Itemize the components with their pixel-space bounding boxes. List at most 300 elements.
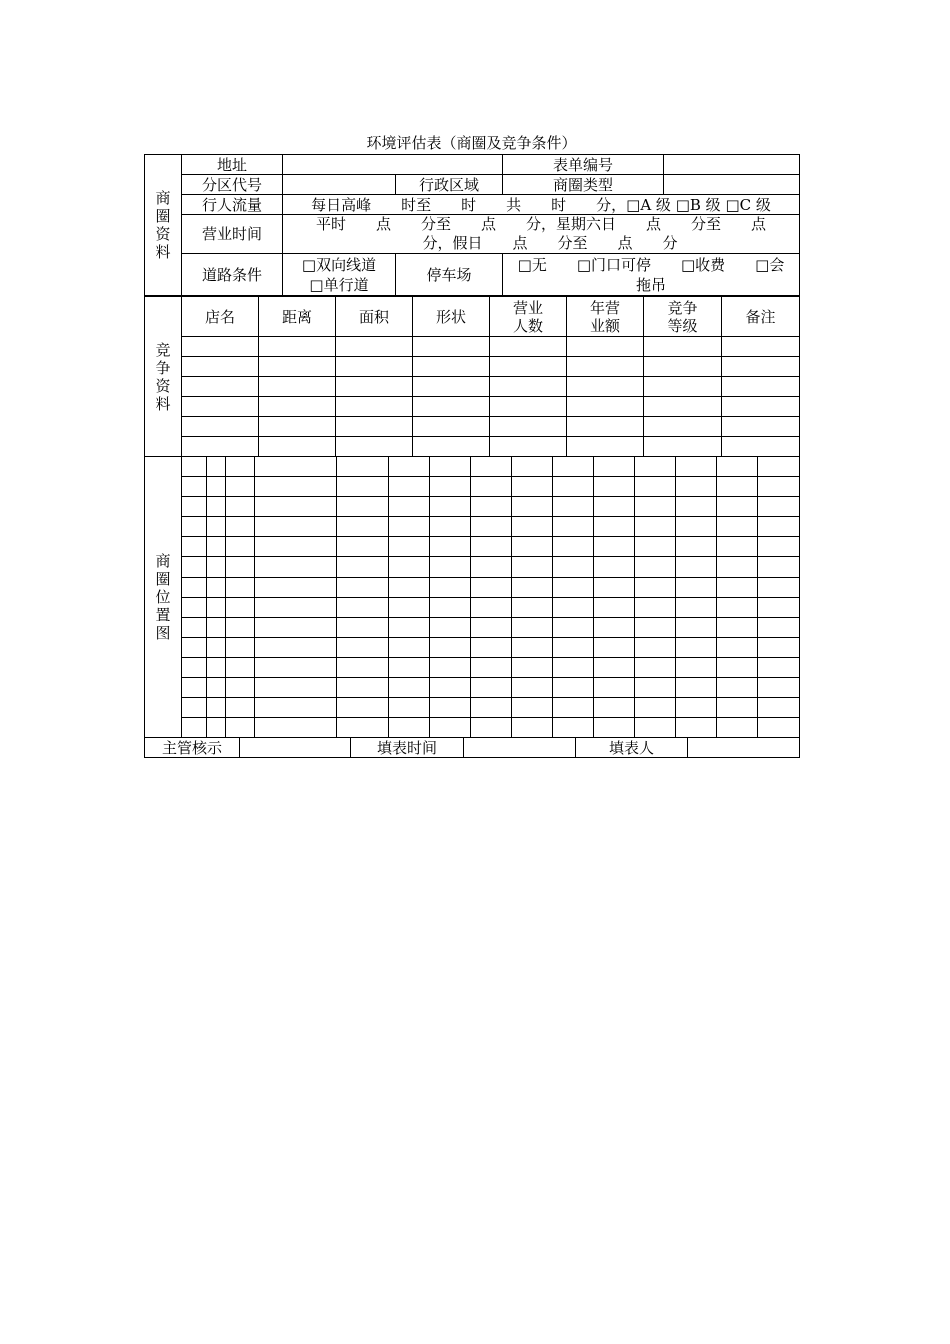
map-grid-cell[interactable] bbox=[717, 718, 758, 738]
map-grid-cell[interactable] bbox=[226, 517, 255, 537]
competition-cell[interactable] bbox=[490, 417, 567, 437]
map-grid-cell[interactable] bbox=[255, 517, 337, 537]
map-grid-cell[interactable] bbox=[676, 477, 717, 497]
map-grid-cell[interactable] bbox=[758, 517, 800, 537]
map-grid-cell[interactable] bbox=[553, 678, 594, 698]
map-grid-cell[interactable] bbox=[758, 537, 800, 557]
map-grid-cell[interactable] bbox=[512, 718, 553, 738]
map-grid-cell[interactable] bbox=[553, 517, 594, 537]
grade-c-checkbox[interactable]: □C 级 bbox=[725, 195, 771, 214]
map-grid-cell[interactable] bbox=[207, 617, 226, 637]
competition-cell[interactable] bbox=[336, 377, 413, 397]
map-grid-cell[interactable] bbox=[182, 477, 207, 497]
map-grid-cell[interactable] bbox=[337, 477, 389, 497]
map-grid-cell[interactable] bbox=[635, 497, 676, 517]
map-grid-cell[interactable] bbox=[471, 678, 512, 698]
pedestrian-label: 行人流量 bbox=[182, 195, 283, 215]
map-grid-cell[interactable] bbox=[226, 637, 255, 657]
map-grid-cell[interactable] bbox=[553, 537, 594, 557]
map-grid-cell[interactable] bbox=[553, 657, 594, 677]
map-grid-cell[interactable] bbox=[512, 497, 553, 517]
table-row bbox=[145, 417, 800, 437]
map-grid-cell[interactable] bbox=[594, 617, 635, 637]
map-grid-cell[interactable] bbox=[471, 597, 512, 617]
competition-cell[interactable] bbox=[644, 357, 722, 377]
map-grid-cell[interactable] bbox=[594, 718, 635, 738]
map-grid-cell[interactable] bbox=[635, 657, 676, 677]
map-grid-cell[interactable] bbox=[758, 597, 800, 617]
map-grid-cell[interactable] bbox=[758, 637, 800, 657]
map-grid-cell[interactable] bbox=[182, 678, 207, 698]
map-grid-cell[interactable] bbox=[635, 718, 676, 738]
competition-header-line-1: 竞争 bbox=[667, 298, 698, 317]
map-grid-cell[interactable] bbox=[512, 657, 553, 677]
map-grid-cell[interactable] bbox=[594, 457, 635, 477]
competition-cell[interactable] bbox=[182, 437, 259, 457]
map-grid-cell[interactable] bbox=[389, 637, 430, 657]
map-grid-cell[interactable] bbox=[430, 678, 471, 698]
map-grid-cell[interactable] bbox=[635, 457, 676, 477]
competition-header-line-1: 形状 bbox=[435, 307, 466, 326]
competition-header-line-1: 店名 bbox=[204, 307, 235, 326]
map-grid-cell[interactable] bbox=[471, 497, 512, 517]
map-grid-cell[interactable] bbox=[337, 617, 389, 637]
map-grid-cell[interactable] bbox=[512, 637, 553, 657]
map-grid-cell[interactable] bbox=[430, 698, 471, 718]
grade-a-checkbox[interactable]: □A 级 bbox=[626, 195, 671, 214]
map-grid-cell[interactable] bbox=[512, 597, 553, 617]
map-grid-cell[interactable] bbox=[717, 597, 758, 617]
road-options bbox=[283, 254, 396, 296]
map-grid-cell[interactable] bbox=[717, 678, 758, 698]
map-grid-cell[interactable] bbox=[758, 557, 800, 577]
map-grid-cell[interactable] bbox=[676, 617, 717, 637]
competition-cell[interactable] bbox=[722, 357, 800, 377]
supervisor-field[interactable] bbox=[240, 738, 351, 758]
map-grid-cell[interactable] bbox=[635, 617, 676, 637]
map-grid-cell[interactable] bbox=[471, 657, 512, 677]
competition-cell[interactable] bbox=[336, 397, 413, 417]
map-grid-cell[interactable] bbox=[207, 718, 226, 738]
parking-options-line-2: 拖吊 bbox=[635, 275, 666, 294]
competition-cell[interactable] bbox=[259, 377, 336, 397]
competition-cell[interactable] bbox=[722, 397, 800, 417]
map-grid-cell[interactable] bbox=[635, 557, 676, 577]
road-one-way-checkbox[interactable]: □单行道 bbox=[309, 275, 369, 294]
map-grid-cell[interactable] bbox=[471, 617, 512, 637]
map-grid-cell[interactable] bbox=[389, 657, 430, 677]
competition-cell[interactable] bbox=[722, 417, 800, 437]
map-grid-cell[interactable] bbox=[430, 718, 471, 738]
competition-cell[interactable] bbox=[490, 337, 567, 357]
competition-cell[interactable] bbox=[182, 337, 259, 357]
filler-field[interactable] bbox=[688, 738, 800, 758]
map-grid-cell[interactable] bbox=[553, 637, 594, 657]
map-grid-cell[interactable] bbox=[182, 497, 207, 517]
map-grid-cell[interactable] bbox=[717, 617, 758, 637]
fill-time-field[interactable] bbox=[464, 738, 576, 758]
competition-cell[interactable] bbox=[567, 417, 644, 437]
map-grid-cell[interactable] bbox=[676, 497, 717, 517]
map-grid-cell[interactable] bbox=[676, 577, 717, 597]
map-grid-cell[interactable] bbox=[676, 537, 717, 557]
map-grid-cell[interactable] bbox=[635, 577, 676, 597]
map-grid-cell[interactable] bbox=[594, 637, 635, 657]
competition-cell[interactable] bbox=[722, 337, 800, 357]
map-grid-cell[interactable] bbox=[182, 657, 207, 677]
map-grid-cell[interactable] bbox=[182, 457, 207, 477]
map-grid-cell[interactable] bbox=[430, 537, 471, 557]
map-grid-cell[interactable] bbox=[226, 718, 255, 738]
map-grid-cell[interactable] bbox=[471, 557, 512, 577]
map-grid-cell[interactable] bbox=[255, 657, 337, 677]
hours-line-2: 分，假日 点 分至 点 分 bbox=[422, 234, 678, 252]
map-grid-cell[interactable] bbox=[337, 537, 389, 557]
map-grid-cell[interactable] bbox=[255, 477, 337, 497]
map-grid-cell[interactable] bbox=[255, 597, 337, 617]
competition-cell[interactable] bbox=[644, 377, 722, 397]
form-title: 环境评估表（商圈及竞争条件） bbox=[366, 134, 577, 152]
map-grid-cell[interactable] bbox=[337, 637, 389, 657]
map-grid-cell[interactable] bbox=[255, 678, 337, 698]
map-grid-cell[interactable] bbox=[337, 698, 389, 718]
map-grid-cell[interactable] bbox=[553, 557, 594, 577]
map-grid-cell[interactable] bbox=[255, 577, 337, 597]
competition-cell[interactable] bbox=[182, 377, 259, 397]
map-grid-cell[interactable] bbox=[676, 517, 717, 537]
competition-header-3 bbox=[413, 297, 490, 337]
map-grid-cell[interactable] bbox=[512, 457, 553, 477]
map-grid-cell[interactable] bbox=[594, 698, 635, 718]
map-grid-cell[interactable] bbox=[226, 597, 255, 617]
competition-cell[interactable] bbox=[644, 417, 722, 437]
map-grid-cell[interactable] bbox=[226, 698, 255, 718]
map-grid-cell[interactable] bbox=[594, 477, 635, 497]
map-grid-cell[interactable] bbox=[635, 597, 676, 617]
map-grid-cell[interactable] bbox=[389, 497, 430, 517]
competition-cell[interactable] bbox=[567, 437, 644, 457]
map-grid-cell[interactable] bbox=[389, 577, 430, 597]
map-grid-cell[interactable] bbox=[182, 517, 207, 537]
map-grid-cell[interactable] bbox=[635, 698, 676, 718]
table-row bbox=[145, 437, 800, 457]
competition-cell[interactable] bbox=[336, 437, 413, 457]
grade-b-checkbox[interactable]: □B 级 bbox=[675, 195, 721, 214]
competition-header-line-1: 面积 bbox=[358, 307, 389, 326]
address-field[interactable] bbox=[283, 155, 503, 175]
map-grid-cell[interactable] bbox=[717, 497, 758, 517]
competition-cell[interactable] bbox=[182, 417, 259, 437]
map-grid-cell[interactable] bbox=[226, 577, 255, 597]
map-grid-cell[interactable] bbox=[226, 557, 255, 577]
map-grid-cell[interactable] bbox=[182, 537, 207, 557]
map-grid-cell[interactable] bbox=[471, 637, 512, 657]
map-grid-row bbox=[145, 657, 800, 677]
table-row bbox=[145, 357, 800, 377]
map-grid-cell[interactable] bbox=[471, 517, 512, 537]
competition-header-6 bbox=[644, 297, 722, 337]
map-grid-cell[interactable] bbox=[512, 537, 553, 557]
map-grid-cell[interactable] bbox=[471, 457, 512, 477]
map-grid-cell[interactable] bbox=[717, 457, 758, 477]
map-grid-cell[interactable] bbox=[717, 657, 758, 677]
competition-cell[interactable] bbox=[182, 357, 259, 377]
map-grid-cell[interactable] bbox=[207, 557, 226, 577]
map-grid-cell[interactable] bbox=[758, 577, 800, 597]
competition-cell[interactable] bbox=[413, 417, 490, 437]
map-grid-cell[interactable] bbox=[676, 457, 717, 477]
map-grid-cell[interactable] bbox=[182, 617, 207, 637]
map-grid-cell[interactable] bbox=[512, 678, 553, 698]
map-grid-cell[interactable] bbox=[255, 718, 337, 738]
map-grid-cell[interactable] bbox=[389, 617, 430, 637]
map-grid-cell[interactable] bbox=[255, 457, 337, 477]
map-grid-cell[interactable] bbox=[676, 597, 717, 617]
competition-cell[interactable] bbox=[567, 337, 644, 357]
competition-cell[interactable] bbox=[413, 357, 490, 377]
map-grid-cell[interactable] bbox=[389, 537, 430, 557]
map-grid-cell[interactable] bbox=[389, 698, 430, 718]
map-grid-cell[interactable] bbox=[594, 557, 635, 577]
map-grid-cell[interactable] bbox=[594, 577, 635, 597]
competition-cell[interactable] bbox=[567, 397, 644, 417]
map-grid-cell[interactable] bbox=[226, 617, 255, 637]
map-grid-cell[interactable] bbox=[594, 657, 635, 677]
competition-header-line-1: 距离 bbox=[281, 307, 312, 326]
map-grid-cell[interactable] bbox=[182, 637, 207, 657]
map-grid-cell[interactable] bbox=[337, 597, 389, 617]
map-grid-cell[interactable] bbox=[207, 637, 226, 657]
competition-cell[interactable] bbox=[644, 437, 722, 457]
map-grid-cell[interactable] bbox=[389, 477, 430, 497]
map-grid-cell[interactable] bbox=[389, 517, 430, 537]
map-grid-cell[interactable] bbox=[717, 537, 758, 557]
competition-cell[interactable] bbox=[644, 397, 722, 417]
competition-cell[interactable] bbox=[336, 357, 413, 377]
map-grid-cell[interactable] bbox=[553, 577, 594, 597]
competition-header-line-1: 营业 bbox=[512, 298, 543, 317]
map-grid-cell[interactable] bbox=[635, 477, 676, 497]
map-grid-cell[interactable] bbox=[430, 457, 471, 477]
map-grid-cell[interactable] bbox=[255, 537, 337, 557]
map-grid-cell[interactable] bbox=[337, 718, 389, 738]
competition-cell[interactable] bbox=[413, 397, 490, 417]
map-grid-cell[interactable] bbox=[226, 537, 255, 557]
map-grid-cell[interactable] bbox=[430, 597, 471, 617]
map-grid-cell[interactable] bbox=[255, 698, 337, 718]
district-code-field[interactable] bbox=[283, 175, 396, 195]
map-grid-cell[interactable] bbox=[430, 477, 471, 497]
map-grid-cell[interactable] bbox=[594, 517, 635, 537]
map-grid-cell[interactable] bbox=[676, 718, 717, 738]
map-grid-cell[interactable] bbox=[226, 457, 255, 477]
map-grid-cell[interactable] bbox=[635, 678, 676, 698]
map-grid-cell[interactable] bbox=[512, 698, 553, 718]
map-grid-cell[interactable] bbox=[758, 718, 800, 738]
competition-cell[interactable] bbox=[722, 437, 800, 457]
map-grid-cell[interactable] bbox=[255, 637, 337, 657]
map-grid-cell[interactable] bbox=[207, 577, 226, 597]
map-grid-cell[interactable] bbox=[337, 557, 389, 577]
map-grid-cell[interactable] bbox=[553, 617, 594, 637]
map-grid-cell[interactable] bbox=[676, 678, 717, 698]
map-grid-cell[interactable] bbox=[676, 657, 717, 677]
map-grid-cell[interactable] bbox=[430, 517, 471, 537]
map-grid-cell[interactable] bbox=[182, 557, 207, 577]
map-grid-cell[interactable] bbox=[182, 698, 207, 718]
map-grid-cell[interactable] bbox=[471, 537, 512, 557]
map-grid-cell[interactable] bbox=[758, 698, 800, 718]
map-grid-cell[interactable] bbox=[758, 678, 800, 698]
competition-cell[interactable] bbox=[722, 377, 800, 397]
map-grid-cell[interactable] bbox=[594, 678, 635, 698]
map-grid-cell[interactable] bbox=[471, 698, 512, 718]
map-grid-cell[interactable] bbox=[207, 457, 226, 477]
map-grid-cell[interactable] bbox=[337, 497, 389, 517]
map-grid-cell[interactable] bbox=[717, 577, 758, 597]
map-grid-cell[interactable] bbox=[471, 718, 512, 738]
map-grid-cell[interactable] bbox=[553, 477, 594, 497]
map-grid-cell[interactable] bbox=[471, 577, 512, 597]
map-grid-cell[interactable] bbox=[553, 497, 594, 517]
map-grid-cell[interactable] bbox=[337, 457, 389, 477]
competition-cell[interactable] bbox=[259, 417, 336, 437]
competition-cell[interactable] bbox=[567, 377, 644, 397]
map-grid-cell[interactable] bbox=[207, 678, 226, 698]
map-grid-cell[interactable] bbox=[717, 557, 758, 577]
map-grid-cell[interactable] bbox=[430, 497, 471, 517]
map-grid-cell[interactable] bbox=[430, 657, 471, 677]
map-grid-cell[interactable] bbox=[430, 637, 471, 657]
map-grid-cell[interactable] bbox=[182, 577, 207, 597]
map-grid-cell[interactable] bbox=[553, 457, 594, 477]
map-grid-cell[interactable] bbox=[207, 517, 226, 537]
map-grid-cell[interactable] bbox=[389, 557, 430, 577]
map-grid-cell[interactable] bbox=[207, 537, 226, 557]
competition-cell[interactable] bbox=[490, 357, 567, 377]
map-grid-cell[interactable] bbox=[389, 457, 430, 477]
map-grid-cell[interactable] bbox=[255, 617, 337, 637]
map-grid-cell[interactable] bbox=[207, 657, 226, 677]
competition-header-line-1: 备注 bbox=[745, 307, 776, 326]
map-grid-cell[interactable] bbox=[553, 698, 594, 718]
map-grid-cell[interactable] bbox=[226, 678, 255, 698]
map-grid-cell[interactable] bbox=[255, 497, 337, 517]
competition-cell[interactable] bbox=[490, 437, 567, 457]
map-grid-cell[interactable] bbox=[430, 557, 471, 577]
competition-cell[interactable] bbox=[259, 357, 336, 377]
pedestrian-text: 每日高峰 时至 时 共 时 分， bbox=[311, 195, 627, 214]
map-grid-cell[interactable] bbox=[255, 557, 337, 577]
map-grid-cell[interactable] bbox=[594, 497, 635, 517]
map-grid-cell[interactable] bbox=[512, 617, 553, 637]
map-grid-cell[interactable] bbox=[717, 637, 758, 657]
filler-label: 填表人 bbox=[576, 738, 688, 758]
map-grid-cell[interactable] bbox=[676, 637, 717, 657]
map-grid-cell[interactable] bbox=[758, 497, 800, 517]
map-grid-cell[interactable] bbox=[512, 557, 553, 577]
map-grid-cell[interactable] bbox=[207, 597, 226, 617]
map-grid-cell[interactable] bbox=[389, 678, 430, 698]
map-grid-cell[interactable] bbox=[430, 577, 471, 597]
map-grid-row bbox=[145, 517, 800, 537]
form-no-field[interactable] bbox=[664, 155, 800, 175]
map-grid-cell[interactable] bbox=[337, 657, 389, 677]
map-grid-cell[interactable] bbox=[594, 597, 635, 617]
map-grid-cell[interactable] bbox=[512, 517, 553, 537]
map-grid-cell[interactable] bbox=[553, 718, 594, 738]
map-grid-cell[interactable] bbox=[337, 517, 389, 537]
map-grid-cell[interactable] bbox=[635, 637, 676, 657]
map-grid-cell[interactable] bbox=[207, 477, 226, 497]
trade-area-type-field[interactable] bbox=[664, 175, 800, 195]
competition-header-4 bbox=[490, 297, 567, 337]
map-grid-cell[interactable] bbox=[430, 617, 471, 637]
map-grid-cell[interactable] bbox=[758, 617, 800, 637]
competition-cell[interactable] bbox=[336, 337, 413, 357]
competition-cell[interactable] bbox=[644, 337, 722, 357]
road-two-way-checkbox[interactable]: □双向线道 bbox=[301, 255, 377, 274]
competition-cell[interactable] bbox=[259, 397, 336, 417]
map-grid-cell[interactable] bbox=[676, 698, 717, 718]
map-grid-cell[interactable] bbox=[758, 477, 800, 497]
map-grid-cell[interactable] bbox=[717, 698, 758, 718]
map-grid-cell[interactable] bbox=[717, 477, 758, 497]
map-grid-row bbox=[145, 617, 800, 637]
map-grid-cell[interactable] bbox=[635, 537, 676, 557]
map-grid-cell[interactable] bbox=[758, 457, 800, 477]
footer-table bbox=[144, 737, 800, 758]
map-grid-cell[interactable] bbox=[226, 657, 255, 677]
competition-cell[interactable] bbox=[182, 397, 259, 417]
competition-cell[interactable] bbox=[413, 437, 490, 457]
map-grid-cell[interactable] bbox=[389, 597, 430, 617]
map-grid-cell[interactable] bbox=[337, 577, 389, 597]
map-grid-cell[interactable] bbox=[182, 718, 207, 738]
map-grid-cell[interactable] bbox=[182, 597, 207, 617]
competition-cell[interactable] bbox=[259, 337, 336, 357]
competition-cell[interactable] bbox=[490, 377, 567, 397]
competition-cell[interactable] bbox=[336, 417, 413, 437]
map-grid-cell[interactable] bbox=[389, 718, 430, 738]
map-grid-cell[interactable] bbox=[635, 517, 676, 537]
map-grid-cell[interactable] bbox=[717, 517, 758, 537]
map-grid-cell[interactable] bbox=[207, 497, 226, 517]
map-grid-cell[interactable] bbox=[471, 477, 512, 497]
competition-cell[interactable] bbox=[413, 377, 490, 397]
map-grid-cell[interactable] bbox=[512, 477, 553, 497]
map-grid-cell[interactable] bbox=[226, 477, 255, 497]
competition-cell[interactable] bbox=[490, 397, 567, 417]
map-grid-cell[interactable] bbox=[207, 698, 226, 718]
competition-header-line-2: 业额 bbox=[589, 316, 620, 335]
map-grid-cell[interactable] bbox=[676, 557, 717, 577]
fill-time-label: 填表时间 bbox=[351, 738, 464, 758]
map-grid-cell[interactable] bbox=[337, 678, 389, 698]
map-grid-cell[interactable] bbox=[758, 657, 800, 677]
map-grid-cell[interactable] bbox=[594, 537, 635, 557]
section-label-competition: 竞 争 资 料 bbox=[145, 297, 182, 457]
competition-cell[interactable] bbox=[567, 357, 644, 377]
competition-header-line-2: 人数 bbox=[512, 316, 543, 335]
competition-cell[interactable] bbox=[413, 337, 490, 357]
parking-options-line-1[interactable]: □无 □门口可停 □收费 □会 bbox=[517, 255, 785, 274]
map-grid-cell[interactable] bbox=[553, 597, 594, 617]
map-grid-cell[interactable] bbox=[226, 497, 255, 517]
map-grid-row bbox=[145, 678, 800, 698]
competition-cell[interactable] bbox=[259, 437, 336, 457]
map-grid-cell[interactable] bbox=[512, 577, 553, 597]
